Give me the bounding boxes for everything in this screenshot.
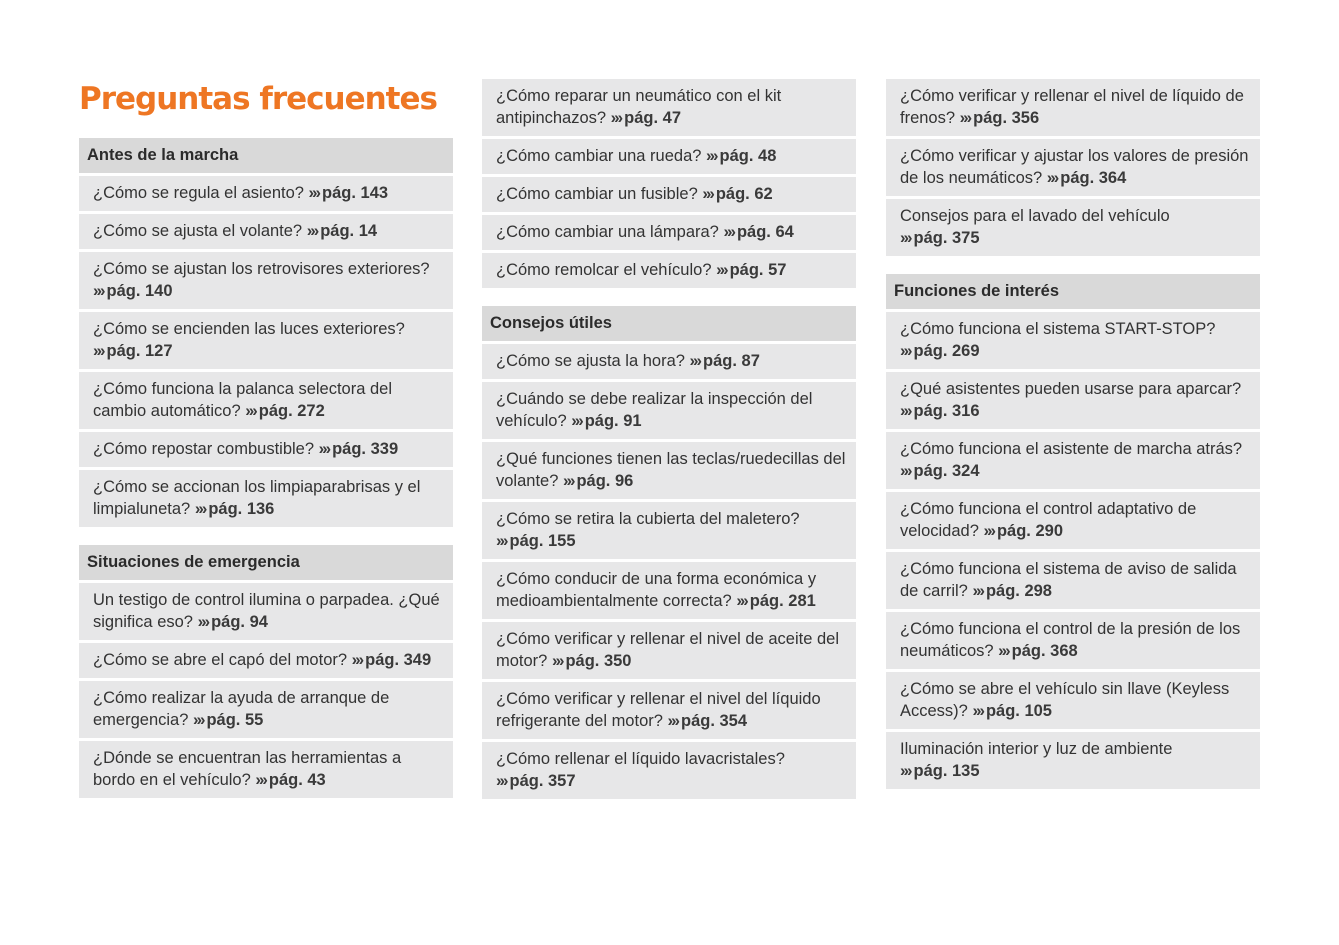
chevron-right-icon: ››› xyxy=(255,771,266,789)
page-reference-link[interactable] xyxy=(1047,169,1127,187)
chevron-right-icon: ››› xyxy=(1046,169,1058,187)
section-antes-de-la-marcha xyxy=(79,138,453,527)
faq-question: ¿Cómo se ajustan los retrovisores exteriores? xyxy=(93,260,430,278)
page-number: pág. 368 xyxy=(1011,642,1078,660)
faq-item[interactable] xyxy=(886,199,1260,256)
section-continued xyxy=(482,79,856,288)
faq-question: ¿Cómo reparar un neumático con el kit antipinchazos? xyxy=(496,87,782,127)
chevron-right-icon: ››› xyxy=(197,613,209,631)
page-number: pág. 62 xyxy=(715,185,773,203)
chevron-right-icon: ››› xyxy=(702,185,713,203)
faq-question: ¿Cuándo se debe realizar la inspección del vehículo? xyxy=(496,390,813,430)
faq-question: ¿Cómo se regula el asiento? xyxy=(93,184,304,202)
chevron-right-icon: ››› xyxy=(900,229,911,247)
faq-question: ¿Cómo verificar y rellenar el nivel de líquido de frenos? xyxy=(900,87,1244,127)
page-number: pág. 155 xyxy=(509,532,576,550)
faq-item[interactable] xyxy=(79,214,453,249)
faq-item[interactable] xyxy=(79,372,453,429)
page-reference-link[interactable] xyxy=(706,147,776,165)
page-number: pág. 357 xyxy=(509,772,576,790)
faq-item[interactable] xyxy=(79,432,453,467)
page-number: pág. 269 xyxy=(913,342,980,360)
faq-item[interactable] xyxy=(482,562,856,619)
page-number: pág. 375 xyxy=(913,229,980,247)
page-reference-link[interactable] xyxy=(900,462,980,480)
faq-question: ¿Cómo verificar y rellenar el nivel de aceite del motor? xyxy=(496,630,839,670)
chevron-right-icon: ››› xyxy=(972,702,983,720)
faq-item[interactable] xyxy=(79,643,453,678)
page-number: pág. 94 xyxy=(211,613,268,631)
faq-question: Un testigo de control ilumina o parpadea. ¿Qué significa eso? xyxy=(93,591,440,631)
page-reference-link[interactable] xyxy=(972,702,1052,720)
page-number: pág. 43 xyxy=(268,771,326,789)
faq-question: ¿Cómo conducir de una forma económica y medioambientalmente correcta? xyxy=(496,570,817,610)
chevron-right-icon: ››› xyxy=(93,342,104,360)
page-number: pág. 135 xyxy=(913,762,980,780)
faq-question: ¿Cómo se abre el vehículo sin llave (Keyless Access)? xyxy=(900,680,1230,720)
chevron-right-icon: ››› xyxy=(972,582,983,600)
chevron-right-icon: ››› xyxy=(610,109,622,127)
section-continued xyxy=(886,79,1260,256)
chevron-right-icon: ››› xyxy=(496,532,507,550)
page-reference-link[interactable] xyxy=(255,771,325,789)
faq-question: ¿Cómo verificar y ajustar los valores de presión de los neumáticos? xyxy=(900,147,1249,187)
page-reference-link[interactable] xyxy=(198,613,268,631)
page-number: pág. 350 xyxy=(565,652,632,670)
column-1 xyxy=(79,79,453,816)
faq-item[interactable] xyxy=(886,312,1260,369)
page-number: pág. 105 xyxy=(985,702,1052,720)
page-number: pág. 91 xyxy=(584,412,642,430)
faq-question: ¿Cómo remolcar el vehículo? xyxy=(496,261,712,279)
faq-question: ¿Cómo cambiar una lámpara? xyxy=(496,223,719,241)
chevron-right-icon: ››› xyxy=(959,109,971,127)
page-reference-link[interactable] xyxy=(900,762,980,780)
chevron-right-icon: ››› xyxy=(736,592,747,610)
page-reference-link[interactable] xyxy=(611,109,681,127)
section-situaciones-de-emergencia xyxy=(79,545,453,798)
page-reference-link[interactable] xyxy=(496,532,576,550)
page-number: pág. 136 xyxy=(208,500,275,518)
column-3 xyxy=(886,79,1260,807)
page-number: pág. 356 xyxy=(973,109,1040,127)
chevron-right-icon: ››› xyxy=(667,712,678,730)
chevron-right-icon: ››› xyxy=(308,184,320,202)
page-reference-link[interactable] xyxy=(245,402,325,420)
faq-question: ¿Cómo funciona el control adaptativo de velocidad? xyxy=(900,500,1197,540)
page-number: pág. 339 xyxy=(332,440,399,458)
page-number: pág. 57 xyxy=(729,261,787,279)
faq-item[interactable] xyxy=(482,344,856,379)
faq-item[interactable] xyxy=(482,79,856,136)
faq-question: ¿Qué funciones tienen las teclas/ruedecillas del volante? xyxy=(496,450,846,490)
page-reference-link[interactable] xyxy=(723,223,793,241)
page-reference-link[interactable] xyxy=(668,712,748,730)
faq-item[interactable] xyxy=(482,442,856,499)
faq-item[interactable] xyxy=(482,139,856,174)
chevron-right-icon: ››› xyxy=(998,642,1009,660)
faq-item[interactable] xyxy=(886,552,1260,609)
page-number: pág. 14 xyxy=(320,222,378,240)
faq-question: ¿Cómo se ajusta el volante? xyxy=(93,222,303,240)
section-header: Funciones de interés xyxy=(886,274,1260,309)
faq-question: ¿Dónde se encuentran las herramientas a bordo en el vehículo? xyxy=(93,749,402,789)
page-number: pág. 349 xyxy=(365,651,432,669)
page-reference-link[interactable] xyxy=(552,652,632,670)
chevron-right-icon: ››› xyxy=(192,711,204,729)
section-consejos-utiles xyxy=(482,306,856,799)
chevron-right-icon: ››› xyxy=(551,652,563,670)
page-number: pág. 96 xyxy=(576,472,634,490)
chevron-right-icon: ››› xyxy=(571,412,582,430)
faq-item[interactable] xyxy=(79,681,453,738)
page-reference-link[interactable] xyxy=(702,185,772,203)
faq-item[interactable] xyxy=(79,312,453,369)
chevron-right-icon: ››› xyxy=(245,402,256,420)
page-number: pág. 64 xyxy=(736,223,794,241)
faq-question: ¿Cómo funciona la palanca selectora del cambio automático? xyxy=(93,380,393,420)
section-header: Situaciones de emergencia xyxy=(79,545,453,580)
faq-item[interactable] xyxy=(79,741,453,798)
faq-item[interactable] xyxy=(79,470,453,527)
faq-item[interactable] xyxy=(482,177,856,212)
chevron-right-icon: ››› xyxy=(983,522,994,540)
faq-item[interactable] xyxy=(886,492,1260,549)
faq-item[interactable] xyxy=(886,612,1260,669)
faq-question: ¿Cómo se retira la cubierta del maletero? xyxy=(496,510,800,528)
faq-item[interactable] xyxy=(482,622,856,679)
page-reference-link[interactable] xyxy=(319,440,399,458)
faq-question: ¿Cómo funciona el control de la presión de los neumáticos? xyxy=(900,620,1241,660)
page-reference-link[interactable] xyxy=(716,261,786,279)
faq-item[interactable] xyxy=(79,176,453,211)
faq-question: ¿Cómo se abre el capó del motor? xyxy=(93,651,348,669)
page-number: pág. 290 xyxy=(996,522,1064,540)
faq-item[interactable] xyxy=(482,742,856,799)
faq-item[interactable] xyxy=(482,215,856,250)
faq-item[interactable] xyxy=(482,253,856,288)
page-reference-link[interactable] xyxy=(195,500,275,518)
page-number: pág. 55 xyxy=(206,711,264,729)
faq-item[interactable] xyxy=(886,732,1260,789)
page-reference-link[interactable] xyxy=(496,772,576,790)
faq-question: ¿Cómo cambiar un fusible? xyxy=(496,185,698,203)
page-reference-link[interactable] xyxy=(93,342,173,360)
chevron-right-icon: ››› xyxy=(900,762,911,780)
faq-question: ¿Cómo repostar combustible? xyxy=(93,440,315,458)
faq-question: Iluminación interior y luz de ambiente xyxy=(900,740,1173,758)
page-number: pág. 316 xyxy=(913,402,980,420)
chevron-right-icon: ››› xyxy=(306,222,318,240)
chevron-right-icon: ››› xyxy=(496,772,507,790)
faq-question: ¿Cómo funciona el sistema START-STOP? xyxy=(900,320,1216,338)
page-number: pág. 281 xyxy=(749,592,816,610)
faq-question: ¿Cómo funciona el asistente de marcha atrás? xyxy=(900,440,1243,458)
chevron-right-icon: ››› xyxy=(900,462,911,480)
faq-question: ¿Cómo cambiar una rueda? xyxy=(496,147,702,165)
faq-question: ¿Cómo verificar y rellenar el nivel del líquido refrigerante del motor? xyxy=(496,690,821,730)
page-reference-link[interactable] xyxy=(193,711,263,729)
page-reference-link[interactable] xyxy=(983,522,1063,540)
faq-question: Consejos para el lavado del vehículo xyxy=(900,207,1170,225)
page-reference-link[interactable] xyxy=(571,412,641,430)
chevron-right-icon: ››› xyxy=(689,352,701,370)
page-reference-link[interactable] xyxy=(972,582,1052,600)
page-reference-link[interactable] xyxy=(309,184,389,202)
page-number: pág. 298 xyxy=(985,582,1052,600)
page-reference-link[interactable] xyxy=(900,402,980,420)
page-reference-link[interactable] xyxy=(93,282,173,300)
faq-question: ¿Cómo rellenar el líquido lavacristales? xyxy=(496,750,785,768)
section-funciones-de-interes xyxy=(886,274,1260,789)
page-number: pág. 87 xyxy=(703,352,760,370)
page-reference-link[interactable] xyxy=(307,222,377,240)
faq-item[interactable] xyxy=(482,682,856,739)
section-header: Antes de la marcha xyxy=(79,138,453,173)
faq-item[interactable] xyxy=(886,432,1260,489)
chevron-right-icon: ››› xyxy=(562,472,574,490)
faq-item[interactable] xyxy=(482,502,856,559)
faq-item[interactable] xyxy=(886,139,1260,196)
page-number: pág. 354 xyxy=(681,712,748,730)
page-number: pág. 140 xyxy=(106,282,173,300)
faq-question: ¿Cómo realizar la ayuda de arranque de emergencia? xyxy=(93,689,390,729)
page-title: Preguntas frecuentes xyxy=(79,81,437,117)
chevron-right-icon: ››› xyxy=(900,402,911,420)
page-reference-link[interactable] xyxy=(352,651,432,669)
page-number: pág. 272 xyxy=(258,402,325,420)
page-number: pág. 47 xyxy=(624,109,682,127)
page-reference-link[interactable] xyxy=(900,342,980,360)
column-2 xyxy=(482,79,856,817)
page-reference-link[interactable] xyxy=(563,472,633,490)
faq-item[interactable] xyxy=(886,672,1260,729)
page-number: pág. 143 xyxy=(322,184,389,202)
faq-question: ¿Cómo se encienden las luces exteriores? xyxy=(93,320,405,338)
chevron-right-icon: ››› xyxy=(900,342,911,360)
faq-item[interactable] xyxy=(79,583,453,640)
chevron-right-icon: ››› xyxy=(351,651,363,669)
page-number: pág. 324 xyxy=(913,462,980,480)
chevron-right-icon: ››› xyxy=(723,223,734,241)
chevron-right-icon: ››› xyxy=(93,282,104,300)
section-header: Consejos útiles xyxy=(482,306,856,341)
page-reference-link[interactable] xyxy=(690,352,760,370)
page-reference-link[interactable] xyxy=(998,642,1078,660)
faq-item[interactable] xyxy=(79,252,453,309)
faq-question: ¿Qué asistentes pueden usarse para aparcar? xyxy=(900,380,1242,398)
faq-item[interactable] xyxy=(482,382,856,439)
chevron-right-icon: ››› xyxy=(706,147,717,165)
chevron-right-icon: ››› xyxy=(716,261,727,279)
page-reference-link[interactable] xyxy=(900,229,980,247)
page-reference-link[interactable] xyxy=(960,109,1040,127)
faq-item[interactable] xyxy=(886,79,1260,136)
page-number: pág. 127 xyxy=(106,342,173,360)
page-number: pág. 48 xyxy=(719,147,777,165)
faq-question: ¿Cómo funciona el sistema de aviso de salida de carril? xyxy=(900,560,1237,600)
faq-item[interactable] xyxy=(886,372,1260,429)
page-reference-link[interactable] xyxy=(736,592,816,610)
faq-question: ¿Cómo se accionan los limpiaparabrisas y el limpialuneta? xyxy=(93,478,421,518)
page-number: pág. 364 xyxy=(1060,169,1127,187)
chevron-right-icon: ››› xyxy=(194,500,206,518)
faq-question: ¿Cómo se ajusta la hora? xyxy=(496,352,685,370)
chevron-right-icon: ››› xyxy=(318,440,330,458)
